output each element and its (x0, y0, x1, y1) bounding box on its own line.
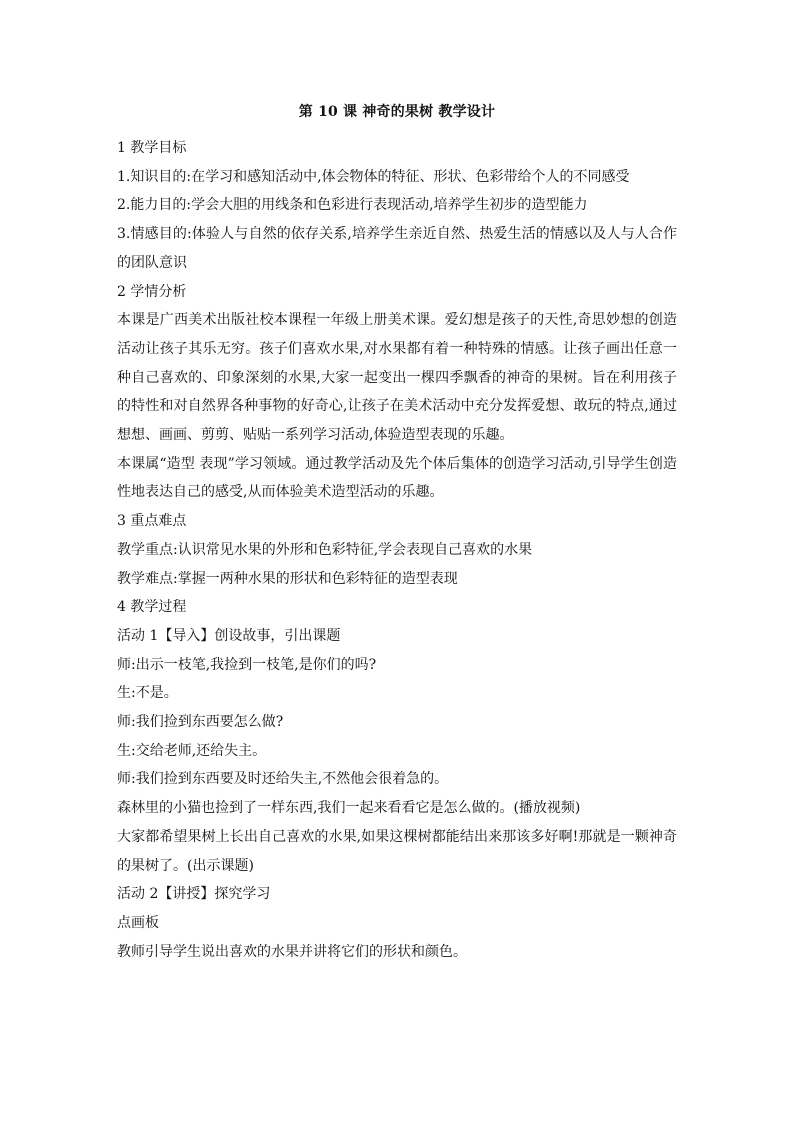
document-title: 第 10 课 神奇的果树 教学设计 (298, 104, 496, 120)
analysis-paragraph-2: 本课属“造型 表现”学习领域。通过教学活动及先个体后集体的创造学习活动,引导学生创造性地表达自己的感受,从而体验美术造型活动的乐趣。 (117, 455, 677, 501)
objective-ability: 2.能力目的:学会大胆的用线条和色彩进行表现活动,培养学生初步的造型能力 (117, 197, 588, 214)
objective-emotion: 3.情感目的:体验人与自然的依存关系,培养学生亲近自然、热爱生活的情感以及人与人合作的团队意识 (117, 226, 677, 271)
dialogue-line: 师:我们捡到东西要怎么做? (117, 714, 284, 731)
activity-2-text: 教师引导学生说出喜欢的水果并讲将它们的形状和颜色。 (117, 943, 467, 960)
activity-1-heading: 活动 1【导入】创设故事，引出课题 (117, 627, 341, 644)
analysis-paragraph-1: 本课是广西美术出版社校本课程一年级上册美术课。爱幻想是孩子的天性,奇思妙想的创造活动让孩子其乐无穷。孩子们喜欢水果,对水果都有着一种特殊的情感。让孩子画出任意一种自己喜欢的、印象深刻的水果,大家一起变出一棵四季飘香的神奇的果树。旨在利用孩子的特性和对自然界各种事物的好奇心,让孩子在美术活动中充分发挥爱想、敢玩的特点,通过想想、画画、剪剪、贴贴一系列学习活动,体验造型表现的乐趣。 (117, 312, 677, 444)
dialogue-line: 师:出示一枝笔,我捡到一枝笔,是你们的吗? (117, 656, 377, 673)
key-point: 教学重点:认识常见水果的外形和色彩特征,学会表现自己喜欢的水果 (117, 541, 533, 558)
activity-2-subheading: 点画板 (117, 914, 159, 931)
document-page (117, 102, 677, 966)
dialogue-line: 师:我们捡到东西要及时还给失主,不然他会很着急的。 (117, 771, 449, 788)
difficult-point: 教学难点:掌握一两种水果的形状和色彩特征的造型表现 (117, 570, 458, 587)
dialogue-line: 生:不是。 (117, 685, 178, 702)
dialogue-paragraph: 大家都希望果树上长出自己喜欢的水果,如果这棵树都能结出来那该多好啊!那就是一颗神奇的果树了。(出示课题) (117, 828, 677, 874)
section-heading-analysis: 2 学情分析 (117, 283, 187, 300)
dialogue-line: 森林里的小猫也捡到了一样东西,我们一起来看看它是怎么做的。(播放视频) (117, 800, 581, 817)
section-heading-process: 4 教学过程 (117, 599, 187, 616)
activity-2-heading: 活动 2【讲授】探究学习 (117, 886, 271, 903)
objective-knowledge: 1.知识目的:在学习和感知活动中,体会物体的特征、形状、色彩带给个人的不同感受 (117, 168, 630, 185)
section-heading-key-points: 3 重点难点 (117, 513, 187, 530)
section-heading-objectives: 1 教学目标 (117, 140, 187, 156)
dialogue-line: 生:交给老师,还给失主。 (117, 742, 267, 759)
